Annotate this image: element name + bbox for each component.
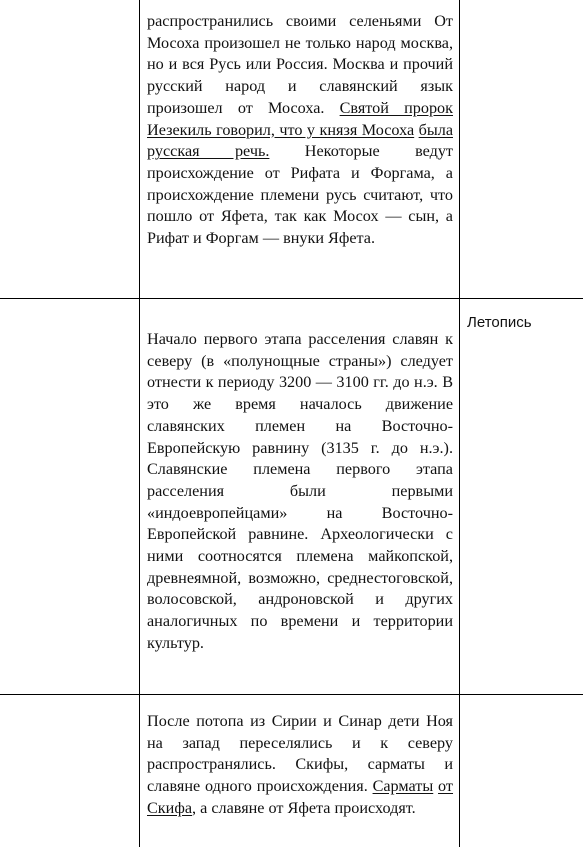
text-segment: После потопа из Сирии и Синар дети Ноя на запад переселялись и к северу распространялись. Скифы, сарматы и славяне одного происхождения. <box>147 712 453 796</box>
row-3-text <box>147 711 453 820</box>
source-label: Летопись <box>467 314 532 331</box>
underlined-text: Святой пророк <box>339 98 454 117</box>
column-divider-left <box>139 0 140 847</box>
underlined-text: была русская речь. <box>147 120 453 161</box>
row-divider-2 <box>0 694 583 695</box>
text-segment: , а славяне от Яфета происходят. <box>192 798 416 817</box>
column-divider-right <box>459 0 460 847</box>
underlined-text: Иезекиль говорил, что у князя Мосоха <box>147 120 415 139</box>
row-1-text <box>147 11 453 250</box>
underlined-text: от Скифа <box>147 777 454 817</box>
underlined-text: Сарматы <box>372 777 434 796</box>
row-2-text <box>147 329 453 655</box>
text-segment: Начало первого этапа расселения славян к северу (в «полунощные страны») следует отнести к периоду 3200 — 3100 гг. до н.э. В это же время началось движение славянских племен на Восточно- Европейскую равнину (3135 г. до н.э.). Славянские племена первого этапа расселения были первыми «индоевропейцами» на Восточно-Европейской равнине. Археологически с ними соотносятся племена майкопской, древнеямной, возможно, среднестоговской, волосовской, андроновской и других аналогичных по времени и территории культур. <box>147 330 453 652</box>
text-segment: Некоторые ведут происхождение от Рифата и Форгама, а происхождение племени русь считают, что пошло от Яфета, так как Мосох — сын, а Рифат и Форгам — внуки Яфета. <box>147 142 453 248</box>
text-segment: распространились своими селеньями От Мосоха произошел не только народ москва, но и вся Русь или Россия. Москва и прочий русский народ и славянский язык произошел от Мосоха. <box>147 12 453 117</box>
row-divider-1 <box>0 298 583 299</box>
